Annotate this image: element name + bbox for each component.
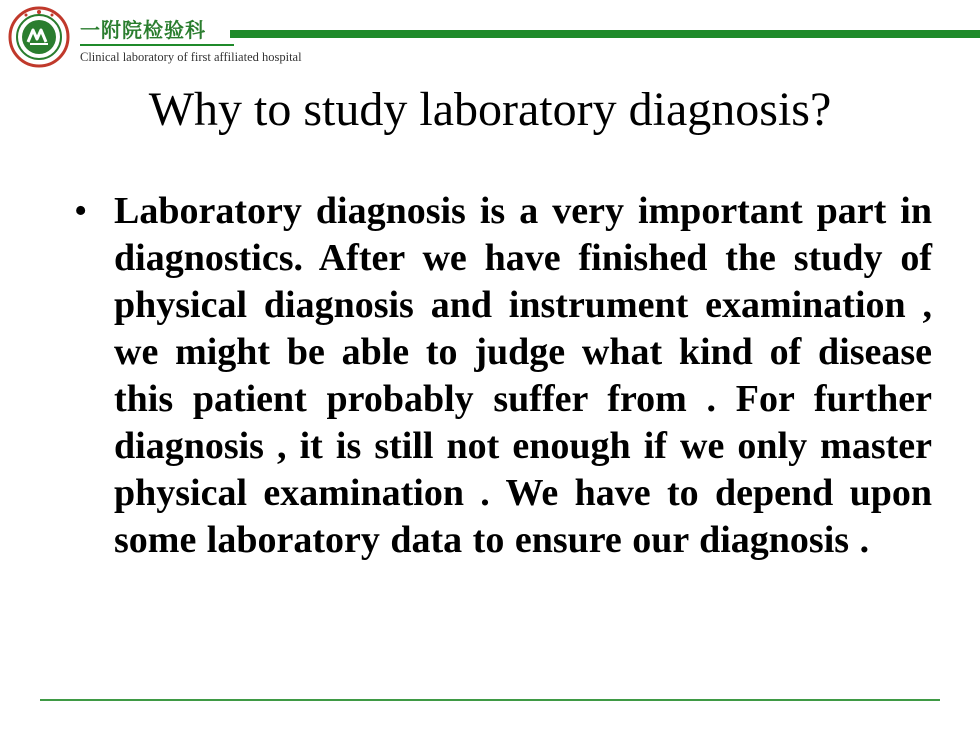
bullet-item: [74, 188, 932, 564]
header-chinese-title: 一附院检验科: [80, 18, 206, 42]
header-divider-bar: [230, 30, 980, 38]
header-underline: [80, 44, 234, 46]
slide-title: Why to study laboratory diagnosis?: [148, 83, 832, 136]
hospital-emblem-icon: [8, 6, 70, 68]
bullet-dot-icon: •: [74, 190, 88, 232]
header-english-subtitle: Clinical laboratory of first affiliated hospital: [80, 50, 302, 64]
slide-body: [74, 188, 932, 564]
footer-divider: [40, 699, 940, 701]
bullet-text: Laboratory diagnosis is a very important part in diagnostics. After we have finished the study of physical diagnosis and instrument examination , we might be able to judge what kind of disease this patient probably suffer from . For further diagnosis , it is still not enough if we only master physical examination . We have to depend upon some laboratory data to ensure our diagnosis .: [114, 190, 932, 561]
